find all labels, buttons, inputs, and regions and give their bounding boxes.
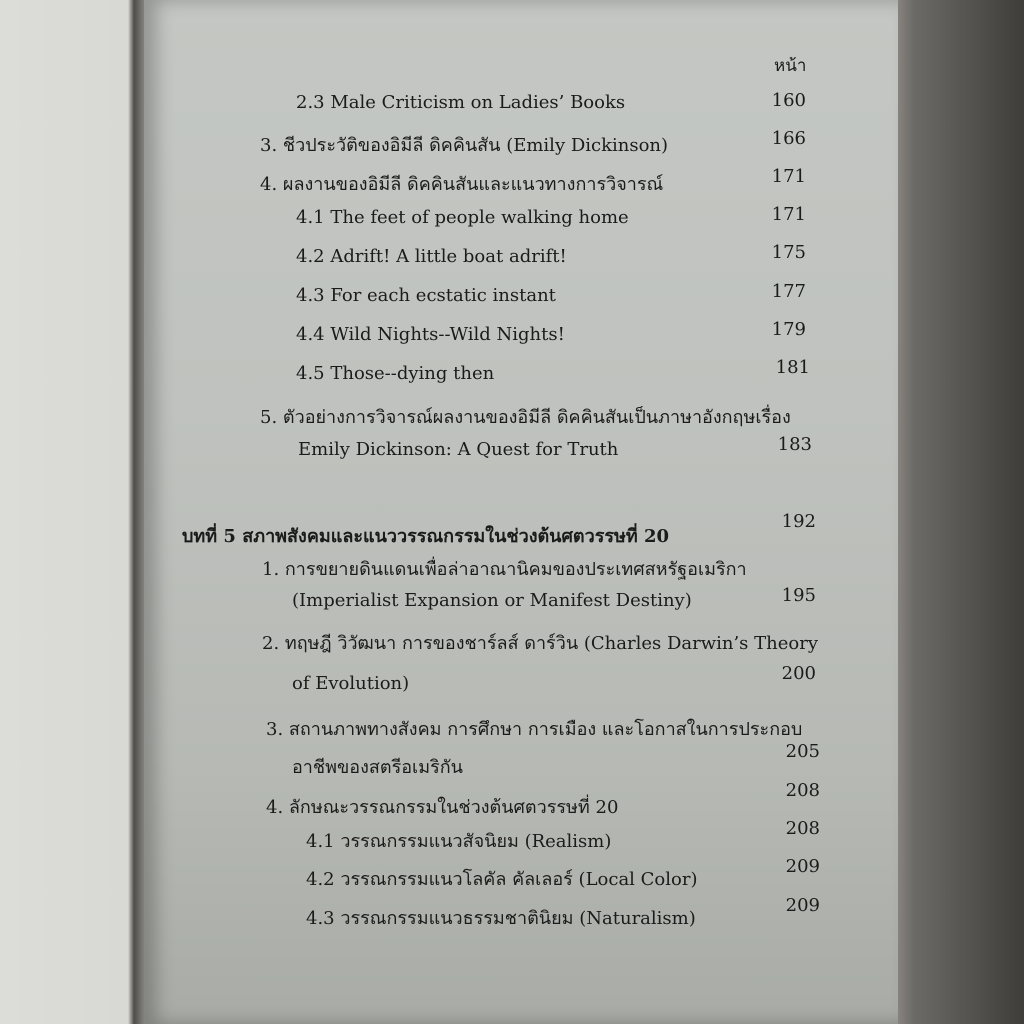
toc-entry-4-2: 4.2 Adrift! A little boat adrift! xyxy=(296,246,567,267)
toc-page-4: 171 xyxy=(771,166,806,187)
book-page xyxy=(144,0,898,1024)
toc-page-chapter-5: 192 xyxy=(781,511,816,532)
toc-entry-5: 5. ตัวอย่างการวิจารณ์ผลงานของอิมีลี ดิคคินสันเป็นภาษาอังกฤษเรื่อง xyxy=(260,407,791,428)
toc-entry-ch5-1: 1. การขยายดินแดนเพื่อล่าอาณานิคมของประเทศสหรัฐอเมริกา xyxy=(262,559,747,580)
toc-page-3: 166 xyxy=(771,128,806,149)
toc-entry-ch5-2: 2. ทฤษฎี วิวัฒนา การของชาร์ลส์ ดาร์วิน (Charles Darwin’s Theory xyxy=(262,633,819,654)
toc-entry-ch5-4: 4. ลักษณะวรรณกรรมในช่วงต้นศตวรรษที่ 20 xyxy=(266,797,619,818)
right-background xyxy=(894,0,1024,1024)
toc-entry-5-continued: Emily Dickinson: A Quest for Truth xyxy=(298,439,619,460)
toc-entry-4-4: 4.4 Wild Nights--Wild Nights! xyxy=(296,324,565,345)
toc-page-ch5-2: 200 xyxy=(781,663,816,684)
toc-entry-ch5-4-2: 4.2 วรรณกรรมแนวโลคัล คัลเลอร์ (Local Color) xyxy=(306,869,698,890)
toc-entry-4-5: 4.5 Those--dying then xyxy=(296,363,495,384)
toc-page-ch5-1: 195 xyxy=(781,585,816,606)
toc-page-4-3: 177 xyxy=(771,281,806,302)
toc-entry-ch5-2-continued: of Evolution) xyxy=(292,673,410,694)
toc-page-4-4: 179 xyxy=(771,319,806,340)
toc-page-2-3: 160 xyxy=(771,90,806,111)
toc-page-4-5: 181 xyxy=(775,357,810,378)
toc-entry-ch5-3-continued: อาชีพของสตรีอเมริกัน xyxy=(292,757,463,778)
toc-entry-3: 3. ชีวประวัติของอิมีลี ดิคคินสัน (Emily Dickinson) xyxy=(260,135,669,156)
toc-entry-ch5-1-continued: (Imperialist Expansion or Manifest Destiny) xyxy=(292,590,692,611)
toc-page-ch5-3: 205 xyxy=(785,741,820,762)
toc-entry-2-3: 2.3 Male Criticism on Ladies’ Books xyxy=(296,92,626,113)
toc-page-ch5-4: 208 xyxy=(785,780,820,801)
toc-entry-4: 4. ผลงานของอิมีลี ดิคคินสันและแนวทางการวิจารณ์ xyxy=(260,174,664,195)
left-background xyxy=(0,0,150,1024)
toc-entry-ch5-3: 3. สถานภาพทางสังคม การศึกษา การเมือง และโอกาสในการประกอบ xyxy=(266,719,803,740)
toc-entry-ch5-4-1: 4.1 วรรณกรรมแนวสัจนิยม (Realism) xyxy=(306,831,612,852)
toc-entry-4-1: 4.1 The feet of people walking home xyxy=(296,207,629,228)
toc-entry-4-3: 4.3 For each ecstatic instant xyxy=(296,285,556,306)
toc-entry-ch5-4-3: 4.3 วรรณกรรมแนวธรรมชาตินิยม (Naturalism) xyxy=(306,908,696,929)
toc-page-5: 183 xyxy=(777,434,812,455)
toc-page-ch5-4-2: 209 xyxy=(785,856,820,877)
toc-page-ch5-4-3: 209 xyxy=(785,895,820,916)
toc-page-4-2: 175 xyxy=(771,242,806,263)
toc-page-ch5-4-1: 208 xyxy=(785,818,820,839)
toc-chapter-5: บทที่ 5 สภาพสังคมและแนววรรณกรรมในช่วงต้นศตวรรษที่ 20 xyxy=(182,526,670,547)
toc-page-4-1: 171 xyxy=(771,204,806,225)
page-column-label: หน้า xyxy=(774,56,807,76)
